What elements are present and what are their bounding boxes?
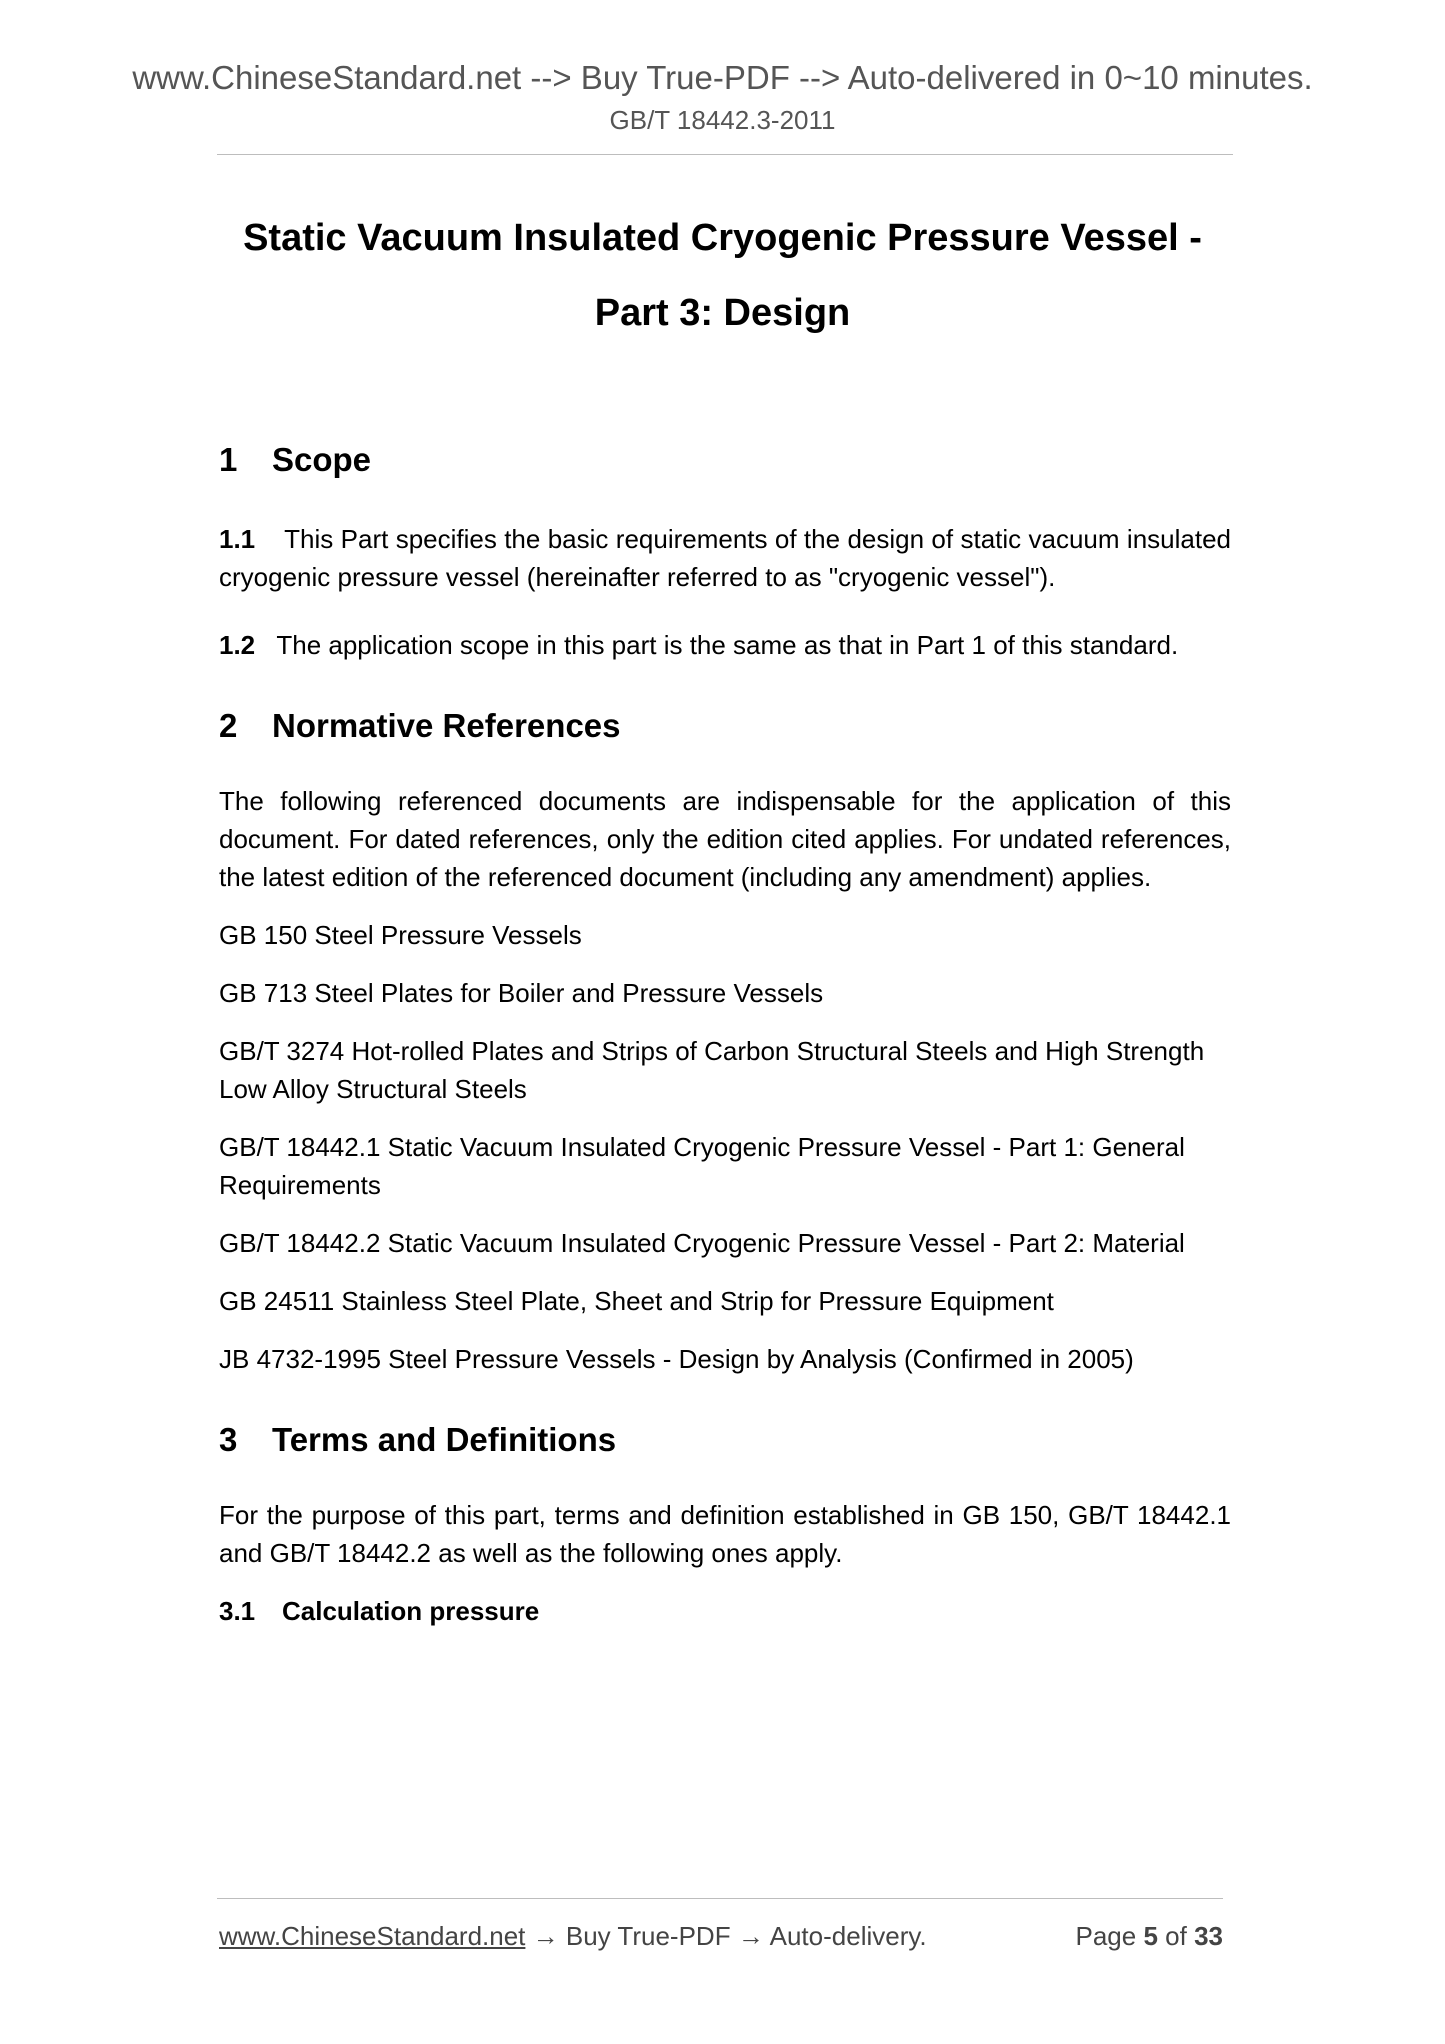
page-indicator bbox=[1075, 1918, 1223, 1954]
section-heading-terms-and-definitions bbox=[219, 1420, 1231, 1460]
clause-1-1 bbox=[219, 520, 1231, 596]
page-label: Page bbox=[1075, 1921, 1137, 1951]
section-title: Terms and Definitions bbox=[272, 1421, 617, 1458]
section-heading-normative-references bbox=[219, 706, 1231, 746]
page-footer bbox=[219, 1918, 1223, 1954]
subclause-heading-3-1 bbox=[219, 1592, 1231, 1630]
header-divider bbox=[217, 154, 1233, 155]
reference-item: GB/T 18442.2 Static Vacuum Insulated Cryogenic Pressure Vessel - Part 2: Material bbox=[219, 1228, 1185, 1258]
document-title-line2: Part 3: Design bbox=[594, 292, 851, 334]
arrow-right-icon: → bbox=[532, 1921, 559, 1951]
document-title-line1: Static Vacuum Insulated Cryogenic Pressure Vessel - bbox=[243, 217, 1202, 259]
reference-item: GB/T 3274 Hot-rolled Plates and Strips of Carbon Structural Steels and High Strength Low Alloy Structural Steels bbox=[219, 1036, 1205, 1104]
footer-delivery-text: Auto-delivery. bbox=[769, 1921, 927, 1951]
subclause-title: Calculation pressure bbox=[282, 1596, 540, 1626]
section-title: Normative References bbox=[272, 707, 621, 744]
reference-item: GB 150 Steel Pressure Vessels bbox=[219, 920, 582, 950]
document-body bbox=[219, 440, 1231, 1630]
section-number: 3 bbox=[219, 1421, 238, 1458]
section-number: 1 bbox=[219, 441, 238, 478]
clause-text: This Part specifies the basic requirements of the design of static vacuum insulated cryogenic pressure vessel (hereinafter referred to as "cryogenic vessel"). bbox=[219, 524, 1231, 592]
reference-item: GB 713 Steel Plates for Boiler and Pressure Vessels bbox=[219, 978, 824, 1008]
arrow-right-icon: → bbox=[737, 1921, 764, 1951]
footer-buy-text: Buy True-PDF bbox=[565, 1921, 731, 1951]
terms-intro: For the purpose of this part, terms and definition established in GB 150, GB/T 18442.1 and GB/T 18442.2 as well as the following ones apply. bbox=[219, 1500, 1231, 1568]
references-intro: The following referenced documents are indispensable for the application of this document. For dated references, only the edition cited applies. For undated references, the latest edition of the referenced document (including any amendment) applies. bbox=[219, 786, 1231, 892]
reference-item: GB/T 18442.1 Static Vacuum Insulated Cryogenic Pressure Vessel - Part 1: General Requirements bbox=[219, 1132, 1185, 1200]
section-heading-scope bbox=[219, 440, 1231, 480]
section-title: Scope bbox=[272, 441, 372, 478]
footer-promo bbox=[219, 1918, 927, 1954]
header-banner: www.ChineseStandard.net --> Buy True-PDF --> Auto-delivered in 0~10 minutes. bbox=[132, 59, 1313, 96]
clause-text: The application scope in this part is the same as that in Part 1 of this standard. bbox=[276, 630, 1179, 660]
subclause-number: 3.1 bbox=[219, 1596, 256, 1626]
page-number: 5 bbox=[1143, 1921, 1158, 1951]
reference-item: GB 24511 Stainless Steel Plate, Sheet and Strip for Pressure Equipment bbox=[219, 1286, 1054, 1316]
clause-number: 1.2 bbox=[219, 630, 256, 660]
reference-item: JB 4732-1995 Steel Pressure Vessels - Design by Analysis (Confirmed in 2005) bbox=[219, 1344, 1134, 1374]
clause-1-2 bbox=[219, 626, 1231, 664]
of-label: of bbox=[1165, 1921, 1187, 1951]
section-number: 2 bbox=[219, 707, 238, 744]
footer-site-link[interactable]: www.ChineseStandard.net bbox=[219, 1921, 526, 1951]
footer-divider bbox=[217, 1898, 1223, 1899]
clause-number: 1.1 bbox=[219, 524, 256, 554]
page-total: 33 bbox=[1194, 1921, 1223, 1951]
standard-code: GB/T 18442.3-2011 bbox=[609, 105, 836, 135]
